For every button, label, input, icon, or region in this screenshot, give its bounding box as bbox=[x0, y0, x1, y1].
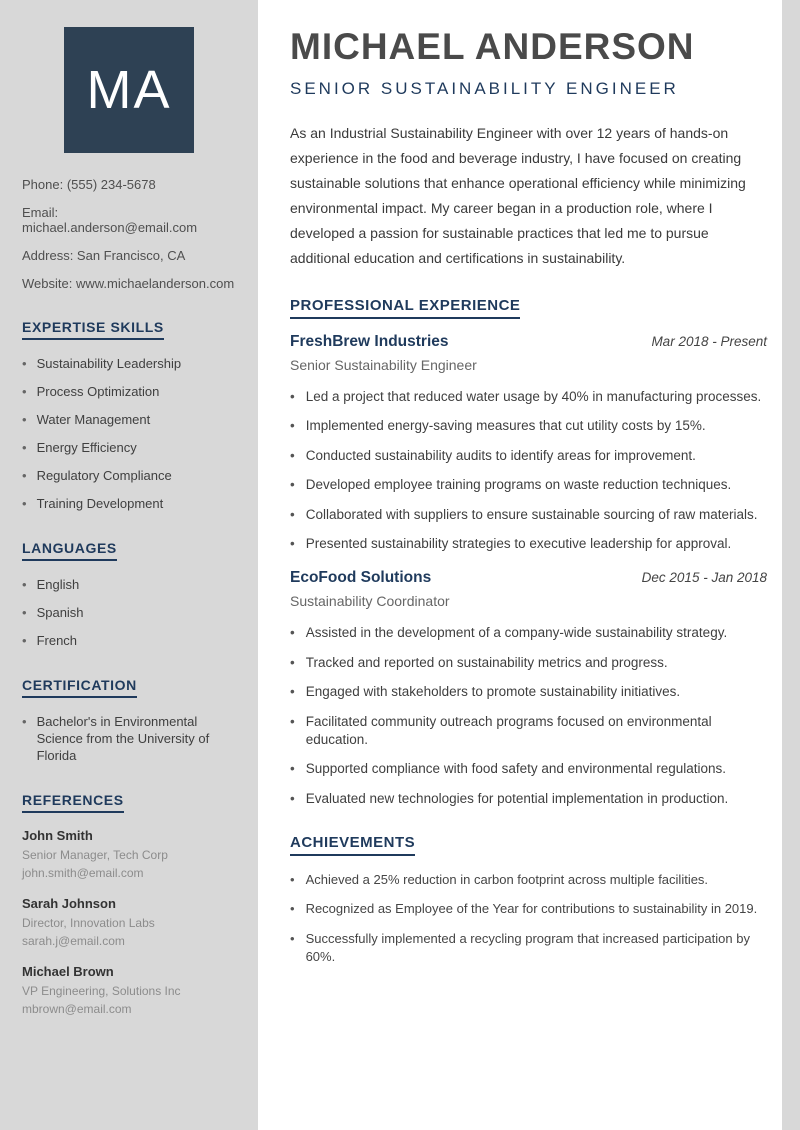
achievements-section bbox=[290, 834, 767, 966]
skill-item: • Water Management bbox=[22, 411, 236, 428]
reference-title: VP Engineering, Solutions Inc bbox=[22, 984, 181, 998]
skills-heading: EXPERTISE SKILLS bbox=[22, 319, 164, 340]
job-role: Senior Sustainability Engineer bbox=[290, 356, 477, 373]
skills-section bbox=[22, 319, 236, 512]
contact-address: Address: San Francisco, CA bbox=[22, 248, 186, 263]
job-bullets bbox=[290, 388, 767, 554]
person-job-title: SENIOR SUSTAINABILITY ENGINEER bbox=[290, 78, 679, 98]
bullet-item: • Supported compliance with food safety and environmental regulations. bbox=[290, 760, 767, 778]
achievements-heading: ACHIEVEMENTS bbox=[290, 834, 415, 856]
reference-email: sarah.j@email.com bbox=[22, 934, 125, 948]
references-heading: REFERENCES bbox=[22, 792, 124, 813]
contact-phone: Phone: (555) 234-5678 bbox=[22, 177, 156, 192]
company-name: FreshBrew Industries bbox=[290, 332, 449, 350]
languages-section bbox=[22, 540, 236, 649]
reference-title: Director, Innovation Labs bbox=[22, 916, 155, 930]
contact-website: Website: www.michaelanderson.com bbox=[22, 276, 235, 291]
skill-item: • Process Optimization bbox=[22, 383, 236, 400]
job-entry bbox=[290, 333, 767, 554]
reference-entry bbox=[22, 896, 236, 948]
job-entry bbox=[290, 569, 767, 808]
achievement-item: • Recognized as Employee of the Year for contributions to sustainability in 2019. bbox=[290, 900, 767, 918]
bullet-item: • Led a project that reduced water usage by 40% in manufacturing processes. bbox=[290, 388, 767, 406]
skill-item: • Sustainability Leadership bbox=[22, 355, 236, 372]
language-item: • Spanish bbox=[22, 604, 236, 621]
bullet-item: • Assisted in the development of a company-wide sustainability strategy. bbox=[290, 624, 767, 642]
bullet-item: • Tracked and reported on sustainability metrics and progress. bbox=[290, 654, 767, 672]
reference-name: Sarah Johnson bbox=[22, 896, 116, 911]
certification-list bbox=[22, 713, 236, 764]
reference-entry bbox=[22, 964, 236, 1016]
achievement-item: • Successfully implemented a recycling program that increased participation by 60%. bbox=[290, 930, 767, 966]
skill-item: • Regulatory Compliance bbox=[22, 467, 236, 484]
skills-list bbox=[22, 355, 236, 512]
achievement-item: • Achieved a 25% reduction in carbon footprint across multiple facilities. bbox=[290, 871, 767, 889]
job-dates: Dec 2015 - Jan 2018 bbox=[641, 570, 767, 586]
main-content bbox=[258, 0, 800, 1130]
avatar bbox=[64, 27, 194, 153]
bullet-item: • Conducted sustainability audits to identify areas for improvement. bbox=[290, 447, 767, 465]
experience-section bbox=[290, 297, 767, 808]
language-item: • French bbox=[22, 632, 236, 649]
contact-email: Email: michael.anderson@email.com bbox=[22, 205, 198, 235]
job-header bbox=[290, 569, 767, 587]
reference-email: mbrown@email.com bbox=[22, 1002, 132, 1016]
skill-item: • Energy Efficiency bbox=[22, 439, 236, 456]
language-item: • English bbox=[22, 576, 236, 593]
reference-email: john.smith@email.com bbox=[22, 866, 144, 880]
job-header bbox=[290, 333, 767, 351]
reference-name: John Smith bbox=[22, 828, 93, 843]
certification-section bbox=[22, 677, 236, 764]
page-right-margin bbox=[782, 0, 800, 1130]
bullet-item: • Collaborated with suppliers to ensure sustainable sourcing of raw materials. bbox=[290, 506, 767, 524]
bullet-item: • Engaged with stakeholders to promote sustainability initiatives. bbox=[290, 683, 767, 701]
reference-entry bbox=[22, 828, 236, 880]
company-name: EcoFood Solutions bbox=[290, 569, 432, 587]
job-bullets bbox=[290, 624, 767, 808]
avatar-initials: MA bbox=[86, 60, 172, 120]
bullet-item: • Facilitated community outreach programs focused on environmental education. bbox=[290, 713, 767, 749]
reference-name: Michael Brown bbox=[22, 964, 114, 979]
references-section bbox=[22, 792, 236, 1016]
contact-info bbox=[22, 177, 236, 291]
reference-title: Senior Manager, Tech Corp bbox=[22, 848, 168, 862]
skill-item: • Training Development bbox=[22, 495, 236, 512]
job-role: Sustainability Coordinator bbox=[290, 593, 450, 610]
bullet-item: • Implemented energy-saving measures that cut utility costs by 15%. bbox=[290, 417, 767, 435]
certification-heading: CERTIFICATION bbox=[22, 677, 137, 698]
job-dates: Mar 2018 - Present bbox=[651, 333, 767, 349]
achievements-list bbox=[290, 871, 767, 966]
languages-heading: LANGUAGES bbox=[22, 540, 117, 561]
sidebar bbox=[0, 0, 258, 1130]
certification-item: • Bachelor's in Environmental Science from the University of Florida bbox=[22, 713, 236, 764]
person-name: MICHAEL ANDERSON bbox=[290, 26, 695, 67]
experience-heading: PROFESSIONAL EXPERIENCE bbox=[290, 297, 520, 319]
bullet-item: • Evaluated new technologies for potential implementation in production. bbox=[290, 790, 767, 808]
summary-paragraph: As an Industrial Sustainability Engineer with over 12 years of hands-on experience in the food and beverage industry, I have focused on creating sustainable solutions that enhance operational efficiency while minimizing environmental impact. My career began in a production role, where I developed a passion for sustainable practices that led me to pursue additional education and certifications in sustainability. bbox=[290, 124, 746, 266]
bullet-item: • Developed employee training programs on waste reduction techniques. bbox=[290, 476, 767, 494]
languages-list bbox=[22, 576, 236, 649]
bullet-item: • Presented sustainability strategies to executive leadership for approval. bbox=[290, 535, 767, 553]
